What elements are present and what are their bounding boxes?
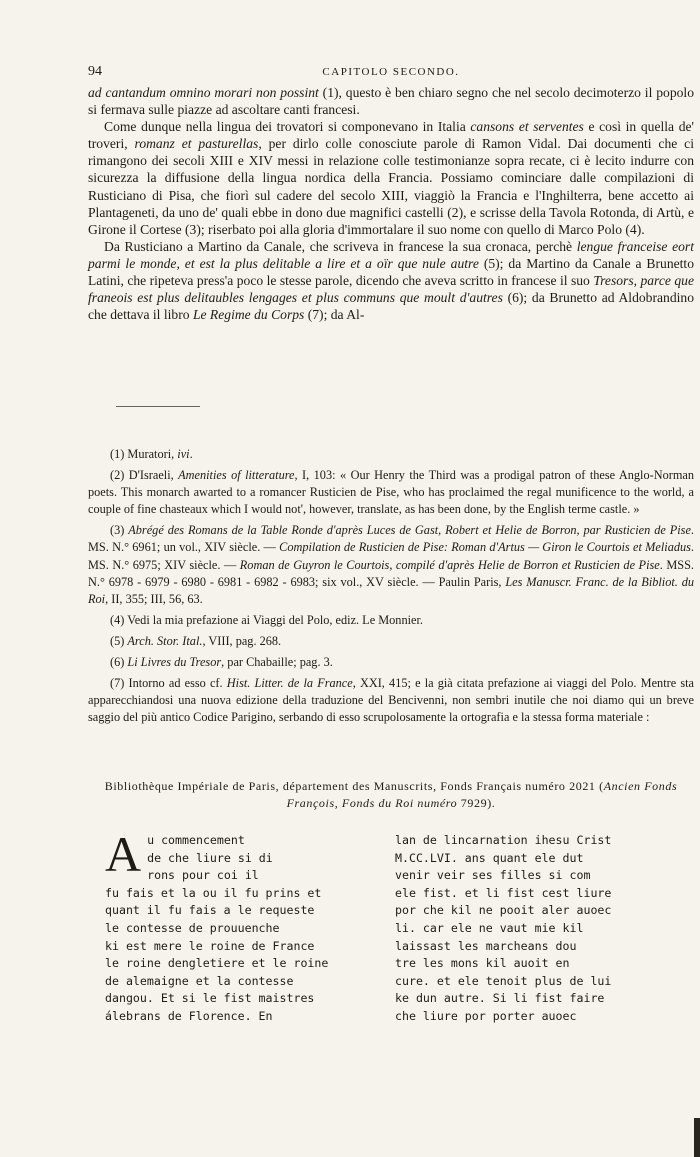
codex-line: ele fist. et li fist cest liure	[395, 885, 612, 900]
drop-cap: A	[105, 826, 142, 882]
codex-line: u commencement	[147, 833, 245, 847]
codex-line: quant il fu fais a le requeste	[105, 903, 315, 918]
running-head: CAPITOLO SECONDO.	[322, 66, 460, 78]
paragraph: ad cantandum omnino morari non possint (1), questo è ben chiaro segno che nel secolo decimoterzo il popolo si fermava sulle piazze ad ascoltare canti francesi.	[88, 85, 694, 118]
paragraph: Da Rusticiano a Martino da Canale, che scriveva in francese la sua cronaca, perchè lengue franceise eort parmi le monde, et est la plus delitable a lire et a oïr que nule autre (5); da Martino da Canale a Brunetto Latini, che ripeteva press'a poco le stesse parole, dicendo che aveva scritto in francese il suo Tresors, parce que franeois est plus delitaubles lengages et plus communs que moult d'autres (6); da Brunetto ad Aldobrandino che dettava il libro Le Regime du Corps (7); da Al-	[88, 238, 695, 323]
footnote: (3) Abrégé des Romans de la Table Ronde d'après Luces de Gast, Robert et Helie de Borron, par Rusticien de Pise. MS. N.° 6961; un vol., XIV siècle. — Compilation de Rusticien de Pise: Roman d'Artus — Giron le Courtois et Meliadus. MS. N.° 6975; XIV siècle. — Roman de Guyron le Courtois, compilé d'après Helie de Borron et Rusticien de Pise. MSS. N.° 6978 - 6979 - 6980 - 6981 - 6982 - 6983; six vol., XV siècle. — Paulin Paris, Les Manuscr. Franc. de la Bibliot. du Roi, II, 355; III, 56, 63.	[88, 523, 695, 606]
footnote: (2) D'Israeli, Amenities of litterature, I, 103: « Our Henry the Third was a prodigal patron of these Anglo-Norman poets. This monarch awarted to a romancer Rusticien de Pise, who has proclaimed the regal munificence to the world, a couple of fine chasteaux which I would not', however, translate, as has been done, by the English terme castle. »	[88, 468, 694, 517]
codex-line: che liure por porter auoec	[395, 1008, 577, 1023]
codex-line: rons pour coi il	[147, 868, 259, 883]
codex-line: tre les mons kil auoit en	[395, 956, 570, 971]
codex-line: laissast les marcheans dou	[395, 938, 577, 953]
codex-left-column	[105, 826, 355, 1026]
main-text	[88, 84, 694, 323]
codex-line: de alemaigne et la contesse	[105, 973, 294, 988]
codex-line: ke dun autre. Si li fist faire	[395, 991, 605, 1006]
codex-line: por che kil ne pooit aler auoec	[395, 903, 612, 918]
page-edge-mark	[694, 1118, 700, 1157]
footnotes	[88, 446, 694, 726]
codex-line: ki est mere le roine de France	[105, 938, 315, 953]
footnote: (4) Vedi la mia prefazione ai Viaggi del Polo, ediz. Le Monnier.	[110, 612, 423, 627]
footnote: (1) Muratori, ivi.	[110, 447, 193, 461]
codex-line: álebrans de Florence. En	[105, 1008, 273, 1023]
footnote: (7) Intorno ad esso cf. Hist. Litter. de la France, XXI, 415; e la già citata prefazione ai viaggi del Polo. Mentre sta apparecchiandosi una nuova edizione della traduzione del Bencivenni, non sembri inutile che noi diamo qui un breve saggio del più antico Codice Parigino, serbando di esso scrupolosamente la ortografia e la stessa forma materiale :	[88, 676, 694, 725]
codex-line: M.CC.LVI. ans quant ele dut	[395, 850, 584, 865]
codex-line: le contesse de prouuenche	[105, 920, 280, 935]
codex-line: cure. et ele tenoit plus de lui	[395, 973, 612, 988]
codex-line: lan de lincarnation ihesu Crist	[395, 833, 612, 847]
footnote: (5) Arch. Stor. Ital., VIII, pag. 268.	[110, 633, 282, 648]
codex-line: de che liure si di	[147, 850, 273, 865]
page-number: 94	[88, 64, 102, 79]
manuscript-title: Bibliothèque Impériale de Paris, département des Manuscrits, Fonds Français numéro 2021 (Ancien Fonds François, Fonds du Roi numéro 7929).	[104, 779, 678, 810]
codex-line: venir veir ses filles si com	[395, 868, 591, 883]
page-header	[88, 64, 694, 80]
codex-line: le roine dengletiere et le roine	[105, 956, 329, 971]
codex-right-column	[395, 832, 645, 1026]
paragraph: Come dunque nella lingua dei trovatori si componevano in Italia cansons et serventes e così in quella de' troveri, romanz et pasturellas, per dirlo colle conosciute parole di Ramon Vidal. Dai documenti che ci rimangono dei secoli XIII e XIV messi in relazione colle testimonianze sopra recate, ci è lecito indurre con sicurezza la diffusione della lingua nordica della Francia. Possiamo cominciare dalle compilazioni di Rusticiano di Pisa, che fiorì sul cadere del secolo XIII, viaggiò la Francia e l'Inghilterra, bene accetto ai Plantageneti, da uno de' quali ebbe in dono due magnifici castelli (2), e scrisse della Tavola Rotonda, di Artù, e Girone il Cortese (3); riserbato poi alla gloria d'immortalare il suo nome con quello di Marco Polo (4).	[88, 119, 694, 237]
codex-line: li. car ele ne vaut mie kil	[395, 920, 584, 935]
footnote-divider	[116, 406, 200, 407]
codex-line: dangou. Et si le fist maistres	[105, 991, 315, 1006]
footnote: (6) Li Livres du Tresor, par Chabaille; pag. 3.	[110, 655, 333, 670]
codex-line: fu fais et la ou il fu prins et	[105, 885, 322, 900]
